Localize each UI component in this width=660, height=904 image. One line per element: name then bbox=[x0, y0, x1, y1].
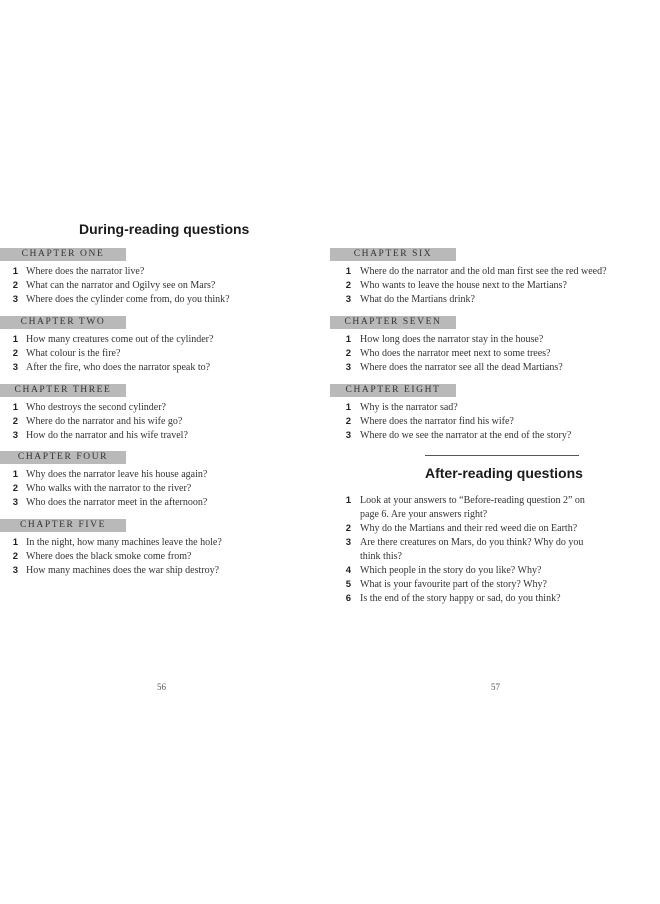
chapter-seven-section bbox=[330, 316, 563, 375]
question-text: How many machines does the war ship destroy? bbox=[26, 565, 220, 576]
question-item bbox=[307, 564, 605, 578]
question-text: Why does the narrator leave his house again? bbox=[26, 469, 208, 480]
question-text: Which people in the story do you like? Why? bbox=[360, 565, 542, 576]
chapter-three-section bbox=[0, 384, 188, 443]
question-number: 3 bbox=[345, 430, 351, 441]
question-item bbox=[307, 522, 605, 536]
question-item bbox=[0, 361, 213, 375]
question-item bbox=[0, 401, 188, 415]
question-number: 2 bbox=[345, 523, 351, 534]
question-item bbox=[0, 279, 230, 293]
page-number: 56 bbox=[157, 682, 166, 692]
question-text: Are there creatures on Mars, do you think? Why do you think this? bbox=[360, 537, 584, 562]
question-item bbox=[307, 401, 571, 415]
question-number: 2 bbox=[12, 551, 18, 562]
question-number: 1 bbox=[12, 469, 18, 480]
during-reading-title: During-reading questions bbox=[79, 221, 250, 237]
question-text: What is your favourite part of the story? Why? bbox=[360, 579, 547, 590]
question-number: 5 bbox=[345, 579, 351, 590]
chapter-label: CHAPTER ONE bbox=[21, 249, 105, 259]
question-text: How long does the narrator stay in the house? bbox=[360, 334, 544, 345]
question-text: Where do the narrator and his wife go? bbox=[26, 416, 183, 427]
question-text: Is the end of the story happy or sad, do you think? bbox=[360, 593, 561, 604]
question-text: Where do we see the narrator at the end of the story? bbox=[360, 430, 572, 441]
question-number: 3 bbox=[12, 294, 18, 305]
question-number: 2 bbox=[345, 348, 351, 359]
question-text: Look at your answers to “Before-reading question 2” on page 6. Are your answers right? bbox=[360, 495, 585, 520]
chapter-heading bbox=[0, 384, 126, 397]
question-text: What colour is the fire? bbox=[26, 348, 121, 359]
question-item bbox=[307, 361, 563, 375]
question-number: 1 bbox=[345, 495, 351, 506]
question-number: 2 bbox=[12, 483, 18, 494]
chapter-heading bbox=[0, 316, 126, 329]
chapter-label: CHAPTER SEVEN bbox=[344, 317, 442, 327]
chapter-label: CHAPTER SIX bbox=[353, 249, 433, 259]
question-list bbox=[0, 468, 207, 510]
question-item bbox=[0, 333, 213, 347]
question-text: Where does the black smoke come from? bbox=[26, 551, 192, 562]
question-item bbox=[0, 347, 213, 361]
question-item bbox=[0, 564, 222, 578]
question-number: 3 bbox=[345, 537, 351, 548]
question-number: 1 bbox=[12, 334, 18, 345]
question-number: 1 bbox=[12, 402, 18, 413]
question-item bbox=[307, 415, 571, 429]
question-text: Who does the narrator meet in the afternoon? bbox=[26, 497, 208, 508]
question-number: 2 bbox=[12, 416, 18, 427]
question-number: 1 bbox=[345, 266, 351, 277]
question-text: What do the Martians drink? bbox=[360, 294, 475, 305]
question-number: 1 bbox=[345, 402, 351, 413]
after-reading-section bbox=[330, 490, 605, 606]
question-list bbox=[307, 401, 571, 443]
question-list bbox=[0, 536, 222, 578]
question-number: 1 bbox=[12, 537, 18, 548]
question-number: 3 bbox=[12, 497, 18, 508]
question-item bbox=[307, 265, 607, 279]
question-item bbox=[307, 429, 571, 443]
question-text: What can the narrator and Ogilvy see on Mars? bbox=[26, 280, 216, 291]
question-item bbox=[307, 494, 605, 522]
question-number: 3 bbox=[345, 362, 351, 373]
chapter-label: CHAPTER FOUR bbox=[17, 452, 109, 462]
question-text: Who destroys the second cylinder? bbox=[26, 402, 166, 413]
question-list bbox=[307, 265, 607, 307]
question-text: Who does the narrator meet next to some trees? bbox=[360, 348, 551, 359]
question-text: Who walks with the narrator to the river? bbox=[26, 483, 192, 494]
chapter-heading bbox=[330, 248, 456, 261]
question-item bbox=[0, 496, 207, 510]
question-text: Who wants to leave the house next to the Martians? bbox=[360, 280, 567, 291]
question-item bbox=[307, 333, 563, 347]
chapter-one-section bbox=[0, 248, 230, 307]
question-number: 4 bbox=[345, 565, 351, 576]
question-list bbox=[0, 333, 213, 375]
question-item bbox=[307, 279, 607, 293]
question-text: Why do the Martians and their red weed die on Earth? bbox=[360, 523, 578, 534]
question-item bbox=[0, 536, 222, 550]
question-number: 6 bbox=[345, 593, 351, 604]
question-text: In the night, how many machines leave the hole? bbox=[26, 537, 222, 548]
question-item bbox=[307, 536, 605, 564]
question-text: Where does the cylinder come from, do you think? bbox=[26, 294, 230, 305]
question-number: 1 bbox=[12, 266, 18, 277]
question-text: How do the narrator and his wife travel? bbox=[26, 430, 188, 441]
chapter-label: CHAPTER THREE bbox=[14, 385, 112, 395]
question-text: Where does the narrator live? bbox=[26, 266, 145, 277]
chapter-heading bbox=[330, 384, 456, 397]
question-item bbox=[0, 468, 207, 482]
chapter-eight-section bbox=[330, 384, 571, 443]
question-list bbox=[307, 333, 563, 375]
question-list bbox=[0, 265, 230, 307]
question-item bbox=[0, 293, 230, 307]
question-number: 3 bbox=[345, 294, 351, 305]
question-item bbox=[0, 415, 188, 429]
question-text: Where do the narrator and the old man first see the red weed? bbox=[360, 266, 607, 277]
question-number: 2 bbox=[12, 348, 18, 359]
chapter-heading bbox=[330, 316, 456, 329]
question-item bbox=[307, 578, 605, 592]
question-item bbox=[307, 347, 563, 361]
question-number: 3 bbox=[12, 430, 18, 441]
question-list bbox=[0, 401, 188, 443]
chapter-five-section bbox=[0, 519, 222, 578]
question-text: After the fire, who does the narrator speak to? bbox=[26, 362, 211, 373]
chapter-heading bbox=[0, 451, 126, 464]
question-number: 3 bbox=[12, 565, 18, 576]
chapter-heading bbox=[0, 519, 126, 532]
question-text: How many creatures come out of the cylinder? bbox=[26, 334, 214, 345]
question-text: Why is the narrator sad? bbox=[360, 402, 458, 413]
question-item bbox=[307, 293, 607, 307]
question-item bbox=[0, 482, 207, 496]
chapter-label: CHAPTER EIGHT bbox=[345, 385, 441, 395]
question-number: 2 bbox=[345, 416, 351, 427]
question-number: 2 bbox=[12, 280, 18, 291]
question-item bbox=[0, 550, 222, 564]
question-text: Where does the narrator find his wife? bbox=[360, 416, 514, 427]
question-item bbox=[0, 429, 188, 443]
after-reading-title: After-reading questions bbox=[425, 465, 583, 481]
page-number: 57 bbox=[491, 682, 500, 692]
chapter-label: CHAPTER FIVE bbox=[20, 520, 106, 530]
question-number: 2 bbox=[345, 280, 351, 291]
chapter-four-section bbox=[0, 451, 207, 510]
chapter-label: CHAPTER TWO bbox=[20, 317, 106, 327]
question-item bbox=[0, 265, 230, 279]
chapter-six-section bbox=[330, 248, 607, 307]
chapter-heading bbox=[0, 248, 126, 261]
question-item bbox=[307, 592, 605, 606]
section-divider bbox=[425, 455, 579, 456]
question-number: 3 bbox=[12, 362, 18, 373]
question-text: Where does the narrator see all the dead Martians? bbox=[360, 362, 563, 373]
chapter-two-section bbox=[0, 316, 213, 375]
question-number: 1 bbox=[345, 334, 351, 345]
right-page bbox=[330, 0, 660, 904]
question-list bbox=[307, 494, 605, 606]
